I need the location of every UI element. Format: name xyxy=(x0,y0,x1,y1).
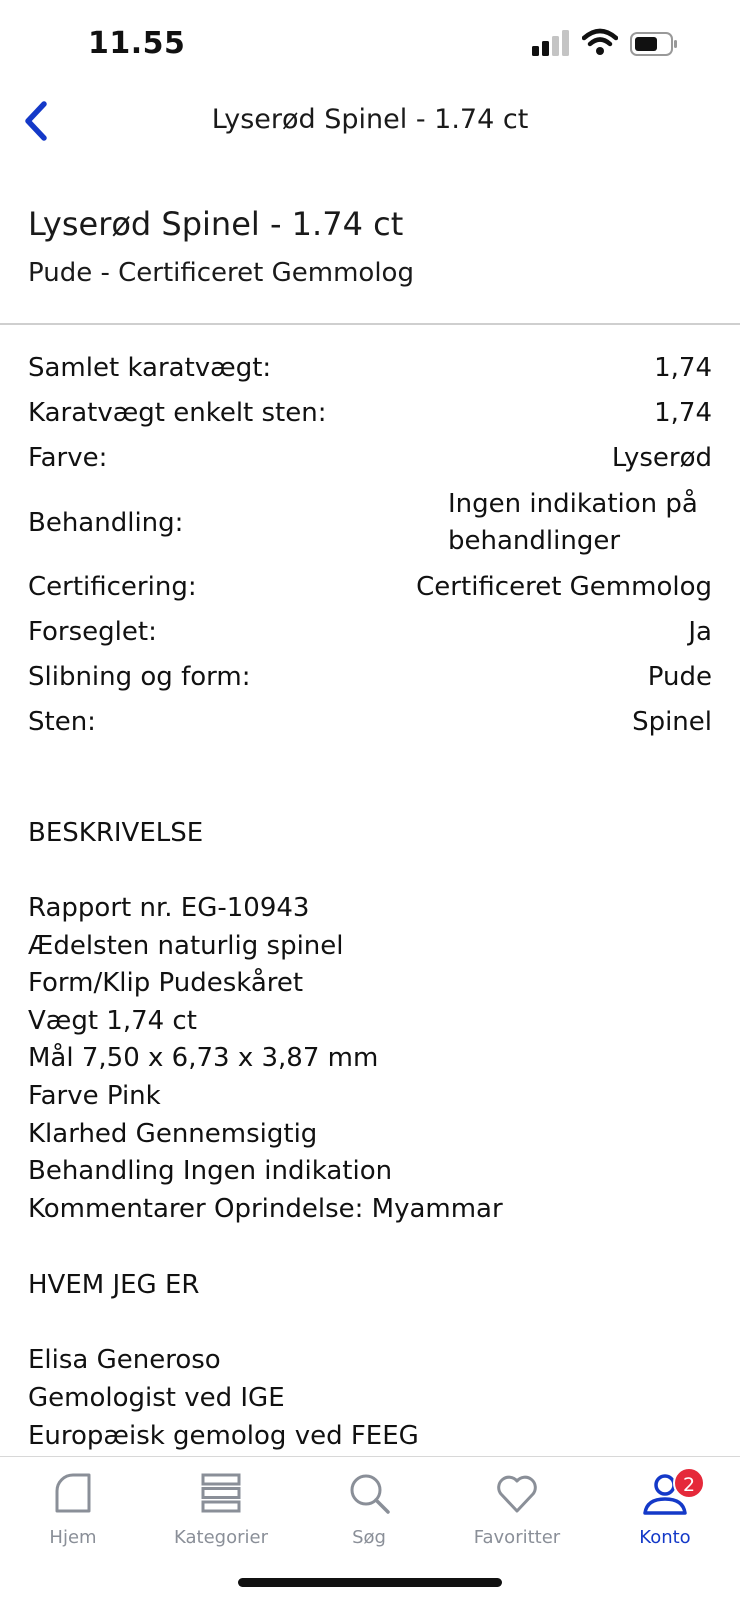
status-time: 11.55 xyxy=(88,26,186,61)
cellular-signal-icon xyxy=(532,30,572,56)
spec-label: Forseglet: xyxy=(28,617,157,647)
description-line: Rapport nr. EG-10943 xyxy=(28,893,310,923)
spec-label: Karatvægt enkelt sten: xyxy=(28,398,327,428)
spec-value: Pude xyxy=(647,662,712,692)
tab-label: Konto xyxy=(639,1527,691,1548)
spec-row xyxy=(28,655,712,700)
divider xyxy=(0,323,740,325)
description-line: Behandling Ingen indikation xyxy=(28,1156,393,1187)
description-line: Vægt 1,74 ct xyxy=(28,1005,197,1036)
spec-row xyxy=(28,700,712,745)
categories-icon xyxy=(197,1469,245,1517)
wifi-icon xyxy=(582,28,618,56)
spec-label: Farve: xyxy=(28,443,108,473)
home-icon xyxy=(49,1469,97,1517)
about-heading: HVEM JEG ER xyxy=(28,1270,200,1301)
item-title: Lyserød Spinel - 1.74 ct xyxy=(28,205,404,243)
nav-title: Lyserød Spinel - 1.74 ct xyxy=(211,104,529,135)
tab-label: Favoritter xyxy=(473,1527,561,1548)
description-line: Ædelsten naturlig spinel xyxy=(28,930,344,961)
tab-favorites[interactable] xyxy=(457,1469,577,1548)
spec-row xyxy=(28,391,712,436)
tab-label: Kategorier xyxy=(174,1527,268,1548)
spec-label: Sten: xyxy=(28,707,96,737)
spec-value: Lyserød xyxy=(611,443,712,473)
spec-row xyxy=(28,610,712,655)
tab-categories[interactable] xyxy=(161,1469,281,1548)
spec-label: Certificering: xyxy=(28,572,197,602)
tab-label: Hjem xyxy=(49,1527,97,1548)
spec-label: Behandling: xyxy=(28,507,184,538)
item-subtitle: Pude - Certificeret Gemmolog xyxy=(28,258,414,288)
spec-row xyxy=(28,565,712,610)
description-line: Klarhed Gennemsigtig xyxy=(28,1118,318,1149)
about-line: Europæisk gemolog ved FEEG xyxy=(28,1420,419,1451)
spec-label: Slibning og form: xyxy=(28,662,251,692)
spec-row xyxy=(28,346,712,391)
tab-search[interactable] xyxy=(309,1469,429,1548)
spec-row xyxy=(28,436,712,481)
battery-icon xyxy=(630,32,678,56)
description-line: Kommentarer Oprindelse: Myammar xyxy=(28,1193,503,1224)
search-icon xyxy=(345,1469,393,1517)
description-line: Farve Pink xyxy=(28,1080,161,1111)
spec-value: Ja xyxy=(688,617,712,647)
description-heading: BESKRIVELSE xyxy=(28,818,204,848)
about-line: Elisa Generoso xyxy=(28,1345,221,1376)
description-line: Mål 7,50 x 6,73 x 3,87 mm xyxy=(28,1043,379,1074)
tab-account[interactable] xyxy=(605,1469,725,1548)
spec-value: 1,74 xyxy=(654,398,712,428)
description-section xyxy=(28,814,712,1455)
tab-label: Søg xyxy=(352,1527,386,1548)
navigation-bar xyxy=(0,86,740,156)
specifications-list xyxy=(28,346,712,745)
spec-row xyxy=(28,481,712,565)
spec-value: Ingen indikation på behandlinger xyxy=(448,489,698,556)
spec-value: 1,74 xyxy=(654,353,712,383)
spec-value: Certificeret Gemmolog xyxy=(416,572,712,602)
description-line: Form/Klip Pudeskåret xyxy=(28,968,304,999)
notification-badge: 2 xyxy=(673,1467,705,1499)
tab-home[interactable] xyxy=(13,1469,133,1548)
heart-icon xyxy=(493,1469,541,1517)
spec-value: Spinel xyxy=(632,707,712,737)
about-line: Gemologist ved IGE xyxy=(28,1382,285,1413)
status-bar xyxy=(0,0,740,86)
spec-label: Samlet karatvægt: xyxy=(28,353,272,383)
home-indicator xyxy=(238,1578,502,1587)
